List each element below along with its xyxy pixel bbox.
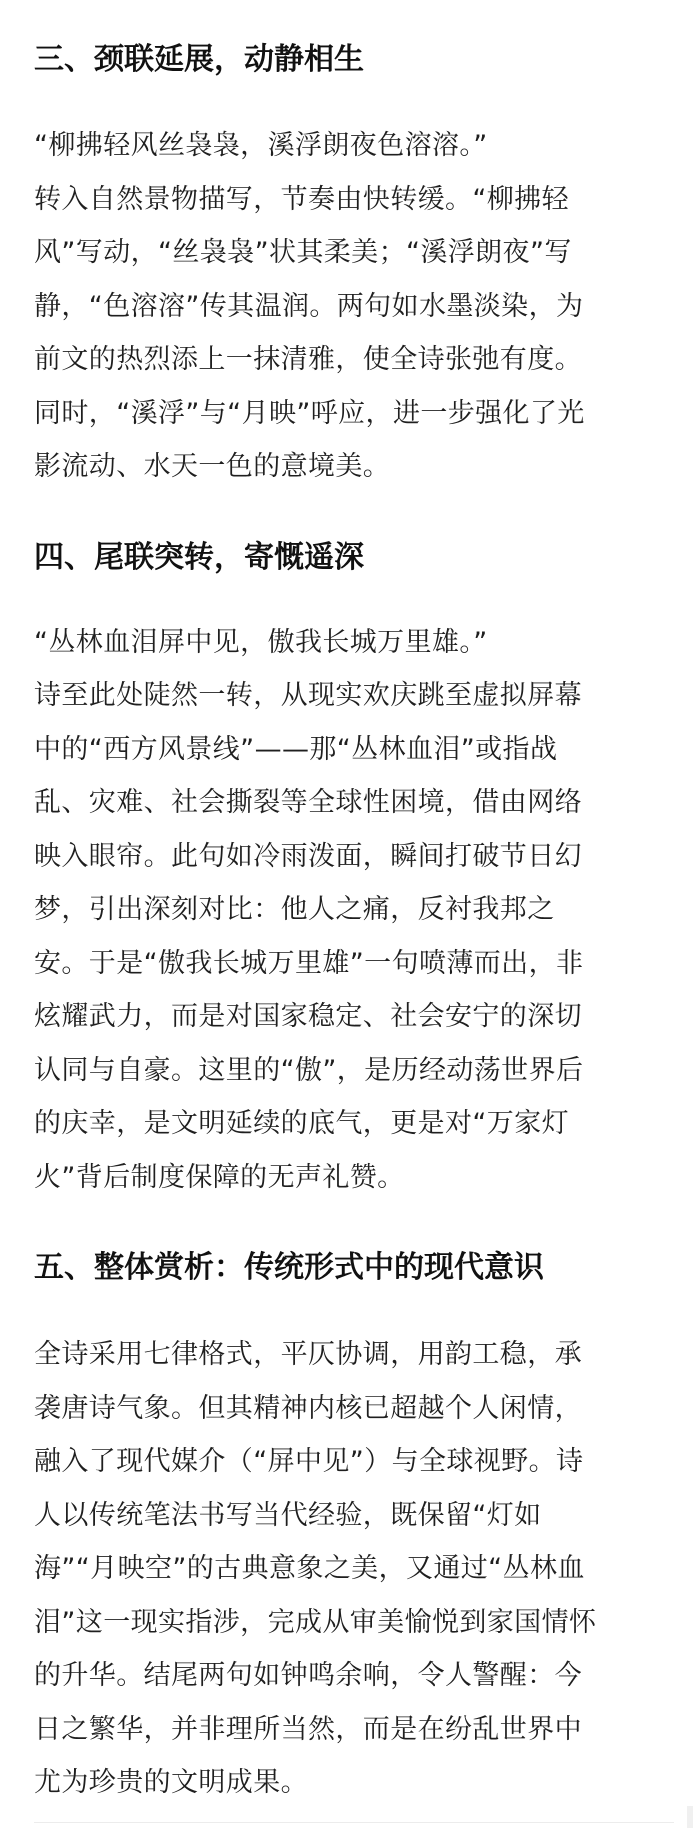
analysis-paragraph [34, 173, 674, 494]
text-line: 认同与自豪。这里的“傲”，是历经动荡世界后 [34, 1054, 584, 1086]
text-line: 梦，引出深刻对比：他人之痛，反衬我邦之 [34, 894, 555, 925]
section-heading: 四、尾联突转，寄慨遥深 [34, 539, 364, 575]
text-line: 静，“色溶溶”传其温润。两句如水墨淡染，为 [34, 290, 584, 322]
scroll-edge-mark [687, 1806, 693, 1828]
text-line: 全诗采用七律格式，平仄协调，用韵工稳，承 [34, 1339, 582, 1370]
text-line: 火”背后制度保障的无声礼赞。 [34, 1161, 405, 1193]
text-line: 袭唐诗气象。但其精神内核已超越个人闲情， [34, 1392, 582, 1424]
bottom-divider [34, 1822, 674, 1823]
quote-line: “丛林血泪屏中见，傲我长城万里雄。” [34, 626, 488, 658]
analysis-paragraph [34, 1328, 674, 1810]
text-line: 前文的热烈添上一抹清雅，使全诗张弛有度。 [34, 344, 582, 375]
section-heading: 五、整体赏析：传统形式中的现代意识 [34, 1250, 544, 1285]
article-body [34, 0, 674, 1810]
section-heading: 三、颈联延展，动静相生 [34, 42, 364, 77]
poem-quote [34, 616, 674, 670]
text-line: 映入眼帘。此句如冷雨泼面，瞬间打破节日幻 [34, 840, 582, 872]
analysis-paragraph [34, 669, 674, 1204]
text-line: 尤为珍贵的文明成果。 [34, 1767, 308, 1798]
text-line: 中的“西方风景线”——那“丛林血泪”或指战 [34, 733, 558, 765]
text-line: 的升华。结尾两句如钟鸣余响，令人警醒：今 [34, 1660, 582, 1691]
text-line: 海”“月映空”的古典意象之美，又通过“丛林血 [34, 1553, 585, 1584]
text-line: 人以传统笔法书写当代经验，既保留“灯如 [34, 1499, 542, 1531]
text-line: 同时，“溪浮”与“月映”呼应，进一步强化了光 [34, 397, 585, 429]
text-line: 的庆幸，是文明延续的底气，更是对“万家灯 [34, 1108, 569, 1139]
text-line: 泪”这一现实指涉，完成从审美愉悦到家国情怀 [34, 1606, 597, 1638]
text-line: 炫耀武力，而是对国家稳定、社会安宁的深切 [34, 1001, 582, 1032]
section-overall-appreciation [34, 1246, 674, 1810]
text-line: 日之繁华，并非理所当然，而是在纷乱世界中 [34, 1713, 582, 1745]
text-line: 风”写动，“丝袅袅”状其柔美；“溪浮朗夜”写 [34, 237, 572, 268]
text-line: 影流动、水天一色的意境美。 [34, 451, 391, 482]
poem-quote [34, 119, 674, 173]
section-neck-couplet [34, 38, 674, 494]
text-line: 诗至此处陡然一转，从现实欢庆跳至虚拟屏幕 [34, 680, 582, 711]
text-line: 乱、灾难、社会撕裂等全球性困境，借由网络 [34, 787, 582, 818]
text-line: 安。于是“傲我长城万里雄”一句喷薄而出，非 [34, 947, 584, 979]
text-line: 融入了现代媒介（“屏中见”）与全球视野。诗 [34, 1446, 584, 1477]
quote-line: “柳拂轻风丝袅袅，溪浮朗夜色溶溶。” [34, 130, 488, 161]
section-tail-couplet [34, 536, 674, 1205]
text-line: 转入自然景物描写，节奏由快转缓。“柳拂轻 [34, 183, 569, 215]
